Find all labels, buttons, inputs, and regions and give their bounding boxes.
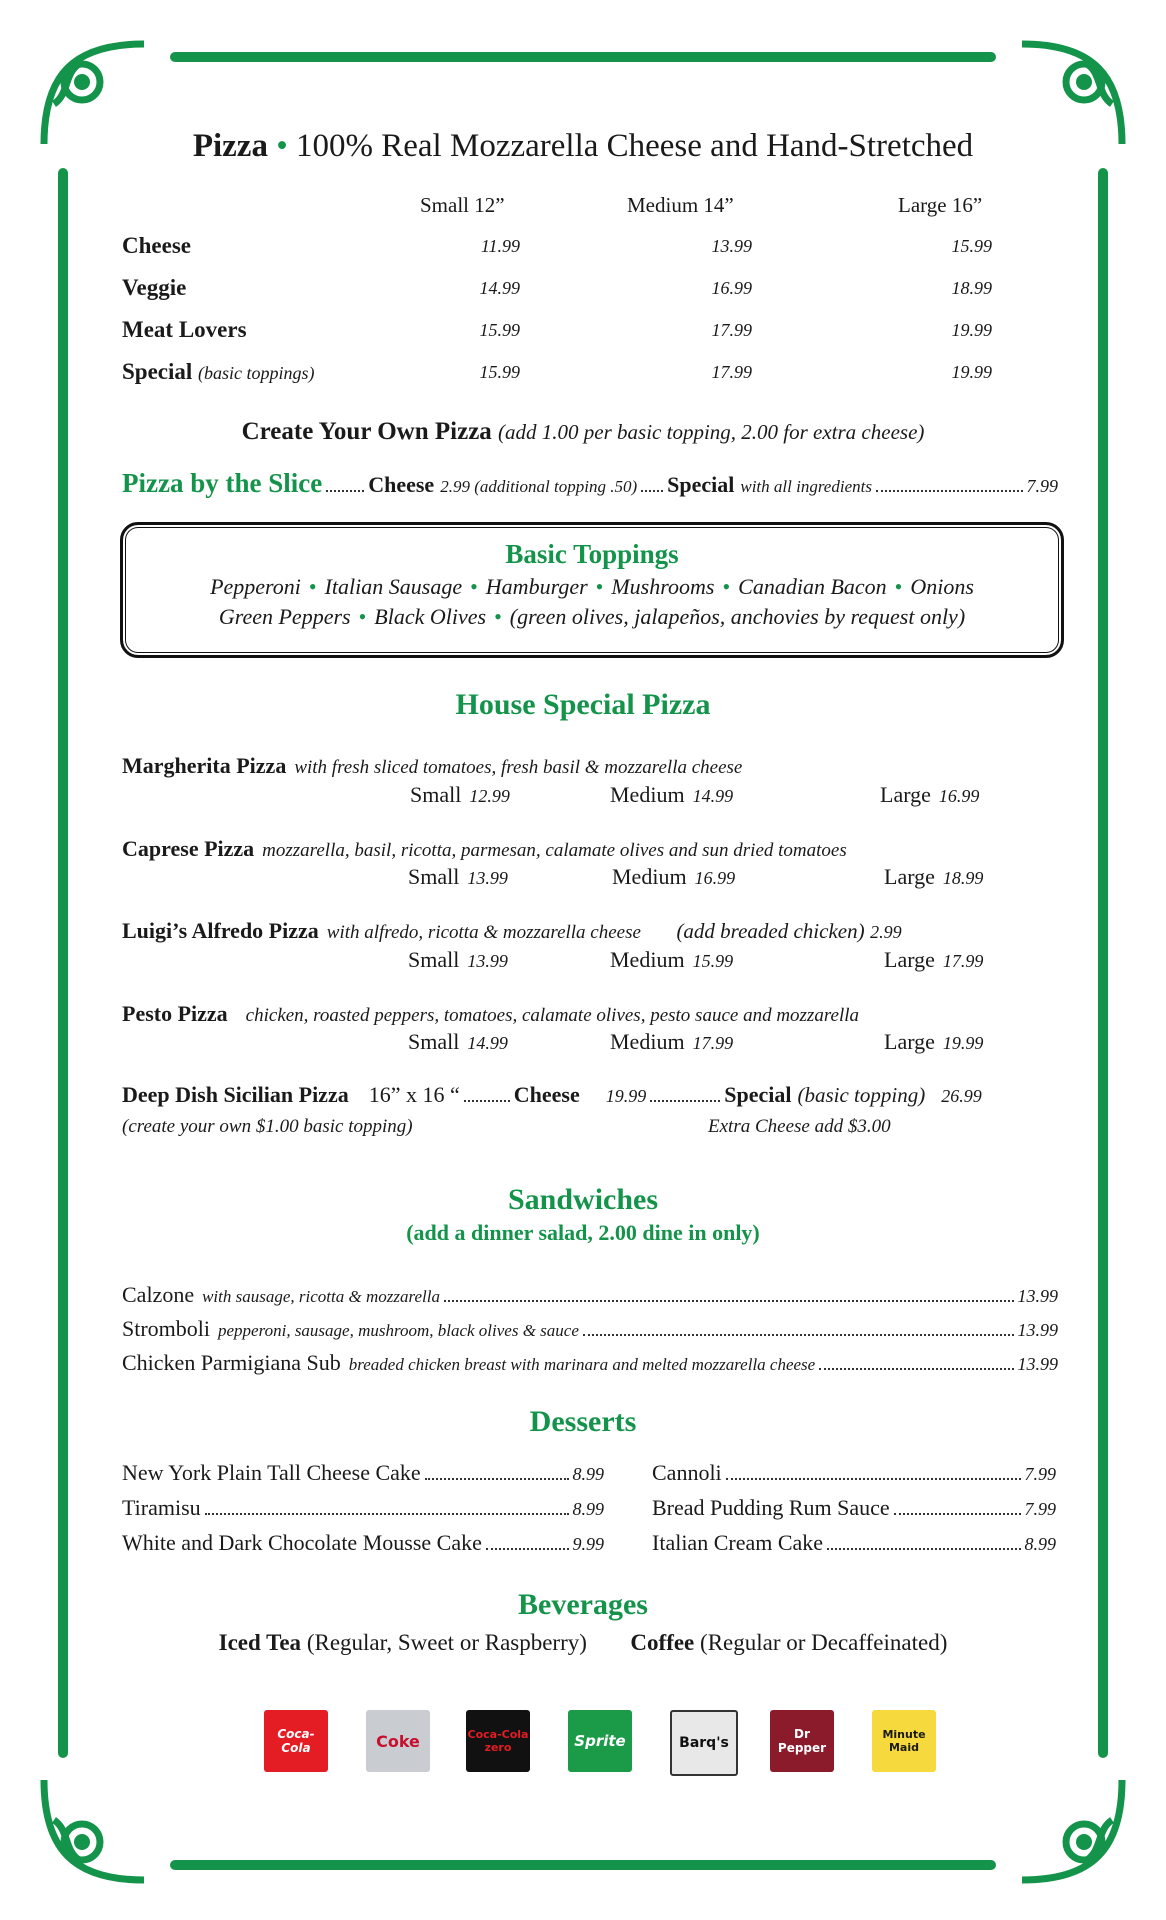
slice-line: Pizza by the Slice Cheese 2.99 (additional topping .50) Special with all ingredients 7.99 (122, 468, 1058, 498)
size-medium: Medium 15.99 (610, 947, 734, 972)
dot-leader (425, 1478, 569, 1480)
size-medium: Medium 16.99 (612, 864, 736, 889)
price-large: 19.99 (951, 320, 992, 340)
coca-cola-logo: Coca-Cola (264, 1710, 328, 1772)
price-medium: 16.99 (711, 278, 752, 298)
size-small: Small 13.99 (408, 947, 508, 972)
house-special-title: House Special Pizza (455, 688, 711, 721)
price-small: 14.99 (479, 278, 520, 298)
dessert-item: Bread Pudding Rum Sauce 7.99 (652, 1495, 1056, 1520)
size-large: Large 16.99 (880, 782, 980, 807)
size-header-medium: Medium 14” (627, 193, 734, 217)
sandwiches-title: Sandwiches (507, 1183, 659, 1216)
pizza-row-note: (basic toppings) (198, 363, 315, 383)
dot-leader (894, 1513, 1021, 1515)
size-small: Small 13.99 (408, 864, 508, 889)
border-right (1098, 168, 1108, 1758)
dot-leader (464, 1100, 510, 1102)
desserts-title: Desserts (529, 1405, 637, 1438)
price-large: 18.99 (951, 278, 992, 298)
sandwich-item: Calzone with sausage, ricotta & mozzarella 13.99 (122, 1282, 1058, 1307)
house-special-item: Caprese Pizza mozzarella, basil, ricotta, parmesan, calamate olives and sun dried tomatoes (122, 836, 847, 861)
pizza-row-name: Cheese (122, 233, 191, 258)
toppings-line-2: Green Peppers • Black Olives • (green olives, jalapeños, anchovies by request only) (218, 604, 966, 629)
corner-ornament-icon (34, 1770, 154, 1890)
house-special-item: Margherita Pizza with fresh sliced tomatoes, fresh basil & mozzarella cheese (122, 753, 743, 778)
deep-dish-note: (create your own $1.00 basic topping) (122, 1116, 413, 1137)
size-medium: Medium 17.99 (610, 1029, 734, 1054)
sandwiches-subtitle: (add a dinner salad, 2.00 dine in only) (406, 1220, 760, 1245)
dot-leader (641, 490, 663, 492)
house-special-item: Luigi’s Alfredo Pizza with alfredo, ricotta & mozzarella cheese (add breaded chicken) 2.99 (122, 918, 902, 943)
price-small: 11.99 (480, 236, 520, 256)
border-bottom (170, 1860, 996, 1870)
basic-toppings-box (120, 522, 1064, 658)
size-small: Small 12.99 (410, 782, 510, 807)
toppings-line-1: Pepperoni • Italian Sausage • Hamburger • Mushrooms • Canadian Bacon • Onions (210, 574, 974, 599)
border-left (58, 168, 68, 1758)
dot-leader (444, 1300, 1014, 1302)
dot-leader (726, 1478, 1021, 1480)
dot-leader (827, 1548, 1020, 1550)
price-medium: 17.99 (711, 362, 752, 382)
create-own-line: Create Your Own Pizza (add 1.00 per basic topping, 2.00 for extra cheese) (241, 418, 925, 445)
price-medium: 17.99 (711, 320, 752, 340)
sprite-logo: Sprite (568, 1710, 632, 1772)
coke-zero-logo: Coca-Cola zero (466, 1710, 530, 1772)
minute-maid-logo: Minute Maid (872, 1710, 936, 1772)
price-small: 15.99 (479, 362, 520, 382)
border-top (170, 52, 996, 62)
dot-leader (583, 1334, 1014, 1336)
bullet-icon: • (276, 128, 288, 164)
diet-coke-logo: Coke (366, 1710, 430, 1772)
dot-leader (819, 1368, 1013, 1370)
size-header-large: Large 16” (898, 193, 983, 217)
dot-leader (326, 490, 364, 492)
sandwich-item: Stromboli pepperoni, sausage, mushroom, black olives & sauce 13.99 (122, 1316, 1058, 1341)
dot-leader (486, 1548, 569, 1550)
size-header-small: Small 12” (420, 193, 505, 217)
extra-cheese-note: Extra Cheese add $3.00 (708, 1116, 891, 1137)
dessert-item: Tiramisu 8.99 (122, 1495, 604, 1520)
dessert-item: Italian Cream Cake 8.99 (652, 1530, 1056, 1555)
dot-leader (650, 1100, 720, 1102)
sandwich-item: Chicken Parmigiana Sub breaded chicken breast with marinara and melted mozzarella cheese 13.99 (122, 1350, 1058, 1375)
price-medium: 13.99 (711, 236, 752, 256)
size-small: Small 14.99 (408, 1029, 508, 1054)
barqs-logo: Barq's (670, 1710, 738, 1776)
beverages-line: Iced Tea (Regular, Sweet or Raspberry) Coffee (Regular or Decaffeinated) (218, 1630, 948, 1655)
size-large: Large 19.99 (884, 1029, 984, 1054)
dot-leader (205, 1513, 569, 1515)
price-large: 19.99 (951, 362, 992, 382)
house-special-item: Pesto Pizza chicken, roasted peppers, tomatoes, calamate olives, pesto sauce and mozzarella (122, 1001, 860, 1026)
pizza-section-title: Pizza • 100% Real Mozzarella Cheese and Hand-Stretched (192, 128, 974, 164)
dessert-item: White and Dark Chocolate Mousse Cake 9.99 (122, 1530, 604, 1555)
pizza-row-name: Veggie (122, 275, 187, 300)
dessert-item: Cannoli 7.99 (652, 1460, 1056, 1485)
pizza-row-name: Meat Lovers (122, 317, 247, 342)
dr-pepper-logo: Dr Pepper (770, 1710, 834, 1772)
size-large: Large 17.99 (884, 947, 984, 972)
pizza-row-name: Special (basic toppings) (122, 359, 315, 384)
deep-dish-line: Deep Dish Sicilian Pizza 16” x 16 “ Cheese 19.99 Special (basic topping) 26.99 (122, 1082, 982, 1107)
toppings-title: Basic Toppings (505, 539, 679, 569)
dot-leader (876, 490, 1023, 492)
size-medium: Medium 14.99 (610, 782, 734, 807)
beverages-title: Beverages (518, 1588, 648, 1621)
price-small: 15.99 (479, 320, 520, 340)
size-large: Large 18.99 (884, 864, 984, 889)
dessert-item: New York Plain Tall Cheese Cake 8.99 (122, 1460, 604, 1485)
corner-ornament-icon (1012, 1770, 1132, 1890)
price-large: 15.99 (951, 236, 992, 256)
